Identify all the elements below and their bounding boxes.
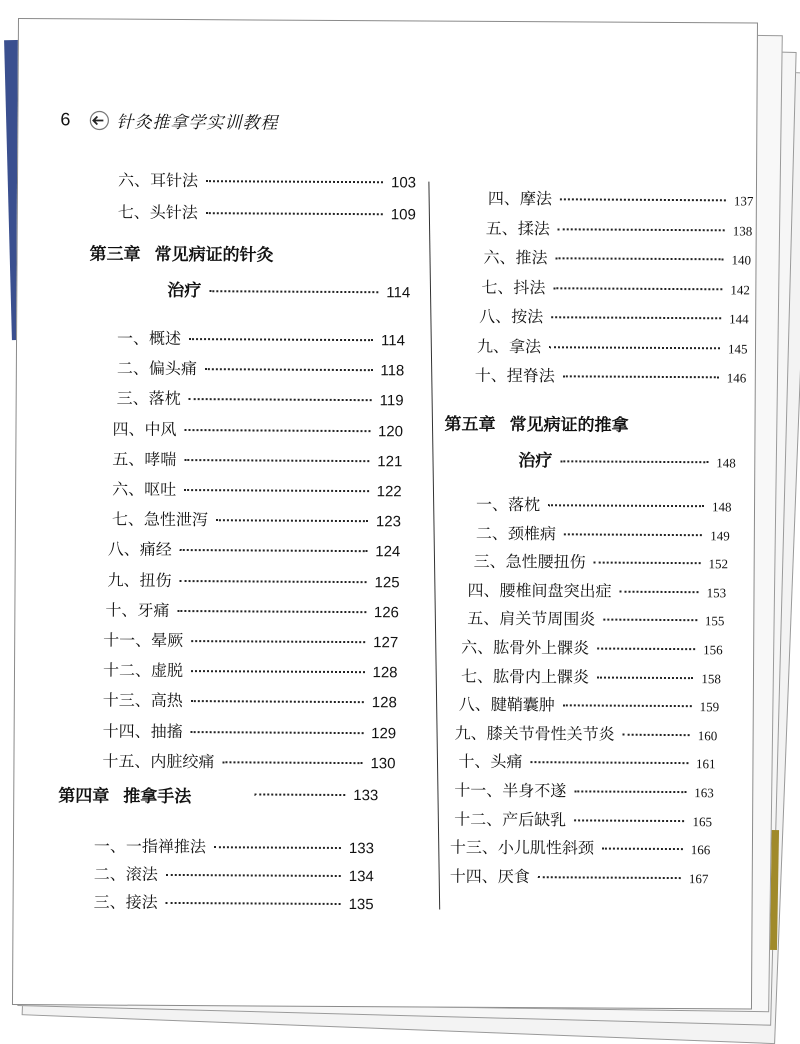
- toc-entry: [476, 520, 730, 545]
- toc-leader-dots: [177, 610, 366, 613]
- toc-entry: [488, 186, 754, 211]
- toc-entry-label: 一、落枕: [475, 494, 541, 515]
- toc-leader-dots: [222, 761, 362, 764]
- chapter-title: 常见病证的针灸: [154, 244, 274, 266]
- chapter-heading-cont: [167, 276, 410, 302]
- chapter-page: 114: [386, 284, 411, 302]
- chapter-page-leader: [246, 786, 378, 804]
- page-number: 6: [60, 109, 71, 130]
- chapter-page: 148: [716, 455, 736, 471]
- toc-entry-label: 七、头针法: [117, 202, 198, 223]
- toc-entry-label: 十四、抽搐: [102, 721, 183, 741]
- toc-entry-label: 八、腱鞘囊肿: [458, 694, 555, 715]
- toc-entry: [112, 477, 402, 502]
- toc-entry: [479, 304, 749, 329]
- toc-leader-dots: [551, 316, 721, 319]
- toc-entry-page: 155: [704, 613, 725, 629]
- toc-entry-label: 二、偏头痛: [116, 358, 197, 379]
- toc-entry: [454, 778, 714, 803]
- toc-leader-dots: [603, 619, 697, 622]
- toc-leader-dots: [560, 198, 726, 201]
- toc-leader-dots: [602, 848, 683, 850]
- toc-entry-page: 133: [348, 840, 375, 858]
- chapter-heading: [444, 410, 628, 436]
- toc-entry: [117, 326, 405, 351]
- chapter-page: 133: [353, 787, 379, 805]
- toc-entry-label: 十、捏脊法: [474, 365, 555, 386]
- toc-entry: [450, 835, 710, 860]
- toc-leader-dots: [563, 705, 692, 708]
- toc-entry-page: 163: [694, 785, 714, 801]
- back-arrow-icon: [88, 109, 110, 131]
- toc-leader-dots: [206, 180, 383, 183]
- toc-entry-page: 123: [375, 513, 402, 531]
- toc-entry-page: 119: [379, 392, 404, 410]
- toc-entry-page: 125: [374, 573, 400, 591]
- toc-entry-page: 128: [371, 694, 397, 712]
- toc-entry-page: 122: [376, 483, 402, 501]
- toc-entry-page: 127: [373, 634, 399, 652]
- toc-leader-dots: [191, 731, 364, 734]
- toc-entry: [461, 663, 721, 688]
- toc-entry-page: 144: [729, 311, 749, 327]
- toc-entry: [477, 333, 748, 358]
- toc-entry-page: 114: [380, 332, 406, 350]
- toc-entry-label: 十二、产后缺乳: [454, 809, 567, 829]
- toc-leader-dots: [184, 429, 370, 432]
- toc-entry-label: 十三、高热: [102, 690, 183, 711]
- toc-entry-label: 十一、半身不遂: [454, 780, 567, 801]
- toc-entry: [103, 658, 398, 683]
- toc-entry-label: 十五、内脏绞痛: [102, 751, 215, 772]
- toc-entry-page: 121: [377, 453, 403, 471]
- toc-page: [12, 18, 758, 1010]
- toc-entry-label: 九、膝关节骨性关节炎: [454, 723, 615, 744]
- toc-leader-dots: [191, 640, 365, 643]
- toc-entry: [94, 889, 374, 914]
- toc-leader-dots: [560, 460, 708, 463]
- toc-entry-page: 134: [348, 868, 374, 886]
- chapter-title: 推拿手法: [123, 786, 192, 808]
- toc-entry-label: 五、肩关节周围炎: [467, 609, 596, 629]
- toc-entry-page: 124: [375, 543, 401, 561]
- toc-entry: [454, 806, 712, 831]
- toc-entry: [94, 861, 374, 886]
- toc-leader-dots: [180, 549, 368, 552]
- toc-entry-page: 120: [377, 422, 404, 440]
- toc-entry-page: 159: [699, 699, 720, 715]
- toc-entry: [105, 597, 399, 622]
- right-column: [19, 19, 757, 24]
- toc-leader-dots: [620, 590, 699, 592]
- toc-entry-label: 四、中风: [112, 419, 177, 439]
- toc-leader-dots: [191, 670, 365, 673]
- toc-entry-label: 二、颈椎病: [475, 523, 556, 543]
- toc-entry-label: 四、摩法: [487, 188, 552, 209]
- toc-entry: [108, 567, 400, 592]
- toc-entry: [476, 492, 732, 517]
- toc-leader-dots: [623, 734, 690, 736]
- toc-leader-dots: [189, 398, 372, 401]
- left-column: [19, 19, 757, 24]
- toc-leader-dots: [184, 489, 369, 492]
- toc-leader-dots: [189, 338, 373, 341]
- toc-entry-label: 六、耳针法: [117, 170, 199, 191]
- toc-entry: [112, 446, 402, 471]
- toc-leader-dots: [558, 228, 725, 231]
- toc-leader-dots: [166, 874, 341, 877]
- toc-leader-dots: [205, 368, 373, 371]
- toc-entry-page: 135: [348, 896, 374, 914]
- toc-entry-label: 十、头痛: [458, 752, 523, 772]
- chapter-number: 第四章: [58, 786, 110, 807]
- chapter-number: 第三章: [89, 244, 141, 265]
- chapter-title: 常见病证的推拿: [509, 415, 629, 436]
- toc-entry-page: 166: [690, 842, 711, 858]
- toc-leader-dots: [538, 876, 681, 879]
- toc-entry-label: 六、推法: [483, 247, 548, 268]
- toc-entry: [474, 549, 728, 574]
- toc-entry: [455, 720, 718, 745]
- toc-leader-dots: [556, 257, 724, 260]
- toc-entry-label: 六、肱骨外上髁炎: [461, 637, 590, 658]
- toc-entry-page: 126: [373, 603, 399, 622]
- toc-leader-dots: [209, 290, 378, 293]
- toc-leader-dots: [574, 819, 684, 822]
- toc-leader-dots: [206, 212, 383, 215]
- toc-entry: [118, 200, 416, 225]
- toc-entry: [108, 537, 401, 562]
- toc-entry: [481, 274, 750, 299]
- toc-entry: [486, 215, 753, 240]
- toc-leader-dots: [191, 700, 364, 703]
- toc-entry: [112, 507, 401, 532]
- toc-entry-label: 五、哮喘: [112, 449, 177, 469]
- toc-leader-dots: [254, 793, 345, 796]
- toc-entry-label: 八、痛经: [107, 539, 172, 560]
- toc-leader-dots: [530, 762, 688, 765]
- toc-entry-page: 167: [688, 870, 709, 887]
- toc-entry-label: 四、腰椎间盘突出症: [467, 580, 612, 601]
- toc-leader-dots: [564, 533, 702, 536]
- toc-entry: [475, 363, 747, 388]
- toc-entry-label: 一、概述: [116, 328, 182, 349]
- toc-leader-dots: [597, 648, 695, 651]
- toc-entry-page: 109: [390, 206, 416, 224]
- chapter-number: 第五章: [444, 414, 496, 435]
- toc-leader-dots: [574, 790, 686, 793]
- toc-leader-dots: [549, 346, 720, 349]
- toc-entry: [103, 718, 397, 743]
- toc-entry: [117, 356, 405, 381]
- toc-entry-page: 158: [701, 670, 721, 686]
- toc-entry: [117, 386, 404, 411]
- toc-entry: [467, 606, 724, 631]
- toc-entry-page: 165: [692, 813, 713, 829]
- chapter-title-line2: 治疗: [167, 280, 202, 302]
- toc-entry-label: 九、扭伤: [107, 570, 172, 590]
- toc-entry-label: 五、揉法: [485, 218, 550, 238]
- toc-leader-dots: [184, 459, 369, 462]
- toc-entry-label: 一、一指禅推法: [93, 836, 207, 857]
- toc-leader-dots: [166, 902, 341, 905]
- chapter-heading-cont: [518, 446, 736, 472]
- toc-entry-page: 128: [372, 664, 398, 682]
- column-divider: [428, 182, 440, 910]
- toc-entry-label: 八、按法: [479, 306, 544, 327]
- toc-entry-label: 九、拿法: [476, 336, 542, 356]
- toc-entry: [467, 578, 726, 603]
- toc-entry-label: 十三、小儿肌性斜颈: [449, 837, 595, 858]
- toc-entry: [461, 635, 723, 660]
- toc-entry-label: 十四、厌食: [449, 866, 530, 886]
- toc-leader-dots: [180, 580, 367, 583]
- toc-entry-label: 三、急性腰扭伤: [473, 551, 586, 572]
- toc-entry: [94, 833, 374, 858]
- toc-entry-label: 三、接法: [93, 892, 158, 912]
- toc-entry-page: 142: [730, 281, 750, 297]
- toc-leader-dots: [594, 562, 701, 565]
- toc-entry-page: 153: [706, 585, 727, 601]
- toc-entry-page: 137: [733, 193, 754, 209]
- book-title: 针灸推拿学实训教程: [116, 112, 279, 134]
- toc-entry: [458, 749, 715, 774]
- toc-entry-page: 152: [708, 556, 729, 572]
- toc-entry-label: 二、滚法: [93, 864, 158, 884]
- toc-entry-page: 156: [703, 642, 723, 658]
- toc-entry: [450, 863, 709, 888]
- toc-entry-page: 129: [371, 724, 397, 742]
- toc-entry-page: 130: [370, 754, 396, 773]
- toc-entry: [102, 748, 395, 773]
- toc-leader-dots: [563, 375, 719, 378]
- page-header: [60, 107, 278, 133]
- toc-entry: [459, 692, 719, 717]
- toc-entry: [483, 245, 751, 270]
- toc-entry: [112, 416, 403, 441]
- toc-entry: [103, 628, 398, 653]
- toc-entry-page: 148: [711, 499, 732, 515]
- toc-leader-dots: [214, 846, 341, 849]
- chapter-heading: [58, 781, 191, 807]
- toc-leader-dots: [216, 519, 368, 522]
- toc-entry-page: 161: [696, 756, 716, 772]
- chapter-title-line2: 治疗: [518, 451, 553, 472]
- toc-leader-dots: [548, 504, 704, 507]
- toc-leader-dots: [597, 676, 693, 679]
- toc-entry-label: 七、急性泄泻: [111, 509, 209, 530]
- toc-entry: [103, 688, 397, 713]
- toc-entry-page: 146: [726, 370, 747, 386]
- toc-entry-page: 118: [380, 362, 405, 380]
- toc-entry-page: 145: [727, 340, 748, 356]
- toc-entry-page: 160: [697, 727, 718, 744]
- toc-entry-label: 六、呕吐: [112, 479, 177, 499]
- toc-entry-label: 十一、晕厥: [103, 630, 184, 651]
- toc-entry-label: 七、抖法: [481, 277, 546, 297]
- toc-entry-label: 十二、虚脱: [102, 660, 184, 681]
- toc-entry-label: 七、肱骨内上髁炎: [460, 666, 590, 687]
- toc-leader-dots: [553, 287, 722, 290]
- toc-entry-page: 138: [732, 222, 753, 238]
- toc-entry: [118, 168, 416, 193]
- toc-entry-page: 149: [710, 527, 730, 543]
- toc-entry-label: 十、牙痛: [105, 600, 170, 620]
- chapter-heading: [89, 239, 273, 265]
- toc-entry-label: 三、落枕: [116, 389, 181, 409]
- toc-entry-page: 103: [390, 174, 417, 192]
- toc-entry-page: 140: [731, 252, 752, 268]
